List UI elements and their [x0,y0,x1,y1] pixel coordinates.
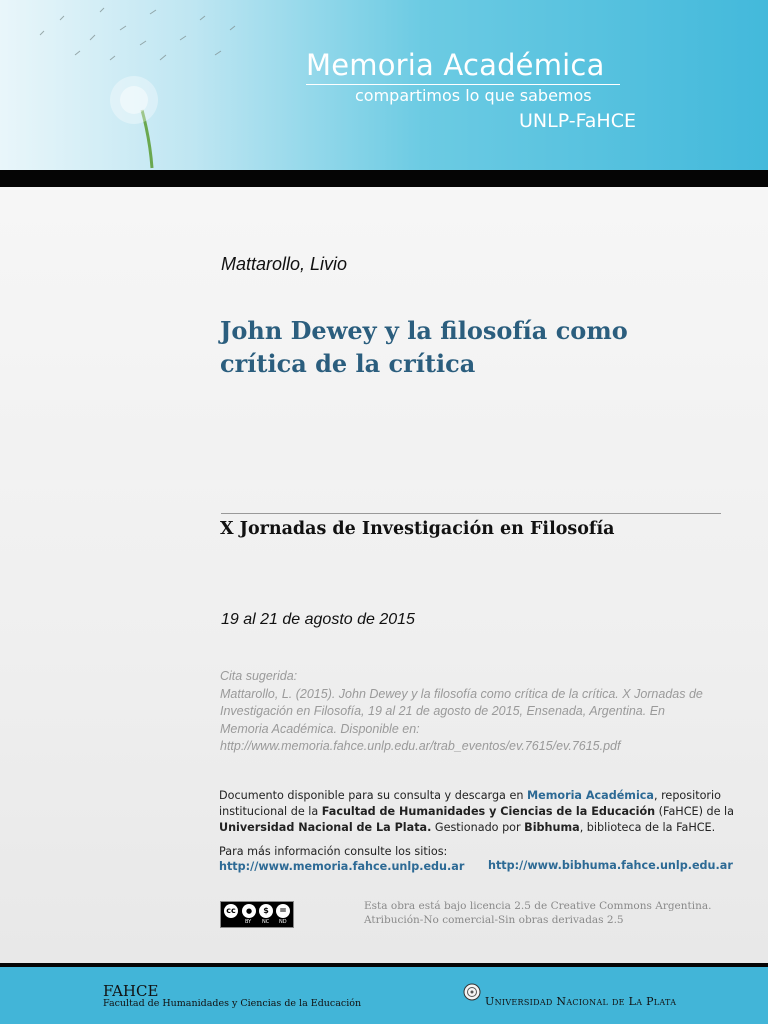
event-name: X Jornadas de Investigación en Filosofía [220,519,615,539]
license-line: Esta obra está bajo licencia 2.5 de Creative Commons Argentina. [364,900,712,912]
nc-icon: $ [259,904,273,918]
license-line: Atribución-No comercial-Sin obras derivadas 2.5 [364,914,624,926]
title-line-1: John Dewey y la filosofía como [220,316,628,345]
bibhuma-name: Bibhuma [524,821,580,834]
citation-line: Investigación en Filosofía, 19 al 21 de agosto de 2015, Ensenada, Argentina. En [220,704,665,718]
availability-info [219,788,739,836]
header-banner [0,0,768,170]
cc-icon: cc [224,904,238,918]
nd-icon: = [276,904,290,918]
brand-tagline: compartimos lo que sabemos [355,86,592,105]
header-divider-bar [0,170,768,187]
bibhuma-url-link[interactable]: http://www.bibhuma.fahce.unlp.edu.ar [488,859,733,872]
document-title [220,314,720,380]
divider [221,513,721,514]
citation-label: Cita sugerida: [220,669,298,683]
faculty-name: Facultad de Humanidades y Ciencias de la Educación [321,805,656,818]
memoria-link[interactable]: Memoria Académica [527,789,654,802]
info-text: Documento disponible para su consulta y descarga en [219,789,527,802]
nd-label: ND [279,919,287,925]
creative-commons-badge[interactable] [220,901,294,928]
info-text: , repositorio [653,789,721,802]
memoria-url-link[interactable]: http://www.memoria.fahce.unlp.edu.ar [219,860,465,873]
more-info [219,844,464,874]
info-text: Gestionado por [431,821,525,834]
brand-title: Memoria Académica [306,48,605,82]
citation-line: Mattarollo, L. (2015). John Dewey y la filosofía como crítica de la crítica. X Jornadas de [220,686,703,701]
citation [220,668,730,756]
unlp-name: Universidad Nacional de La Plata [485,995,677,1008]
event-dates: 19 al 21 de agosto de 2015 [221,611,415,628]
citation-line: Memoria Académica. Disponible en: [220,721,420,736]
brand-underline [306,84,620,85]
author: Mattarollo, Livio [221,254,348,274]
more-info-label: Para más información consulte los sitios: [219,845,448,858]
nc-label: NC [262,919,270,925]
license-text [364,899,711,927]
title-line-2: crítica de la crítica [220,349,476,378]
unlp-seal-icon [463,983,481,1001]
info-text: (FaHCE) de la [655,805,735,818]
brand-org: UNLP-FaHCE [519,110,636,132]
fahce-logo-subtitle: Facultad de Humanidades y Ciencias de la Educación [103,998,362,1009]
by-icon: ● [242,904,256,918]
citation-url: http://www.memoria.fahce.unlp.edu.ar/trab_eventos/ev.7615/ev.7615.pdf [220,739,621,753]
university-name: Universidad Nacional de La Plata. [219,821,432,834]
dandelion-icon [0,0,300,170]
info-text: , biblioteca de la FaHCE. [579,821,716,834]
info-text: institucional de la [219,805,322,818]
by-label: BY [245,919,252,925]
fahce-logo-title: FAHCE [103,982,159,1000]
